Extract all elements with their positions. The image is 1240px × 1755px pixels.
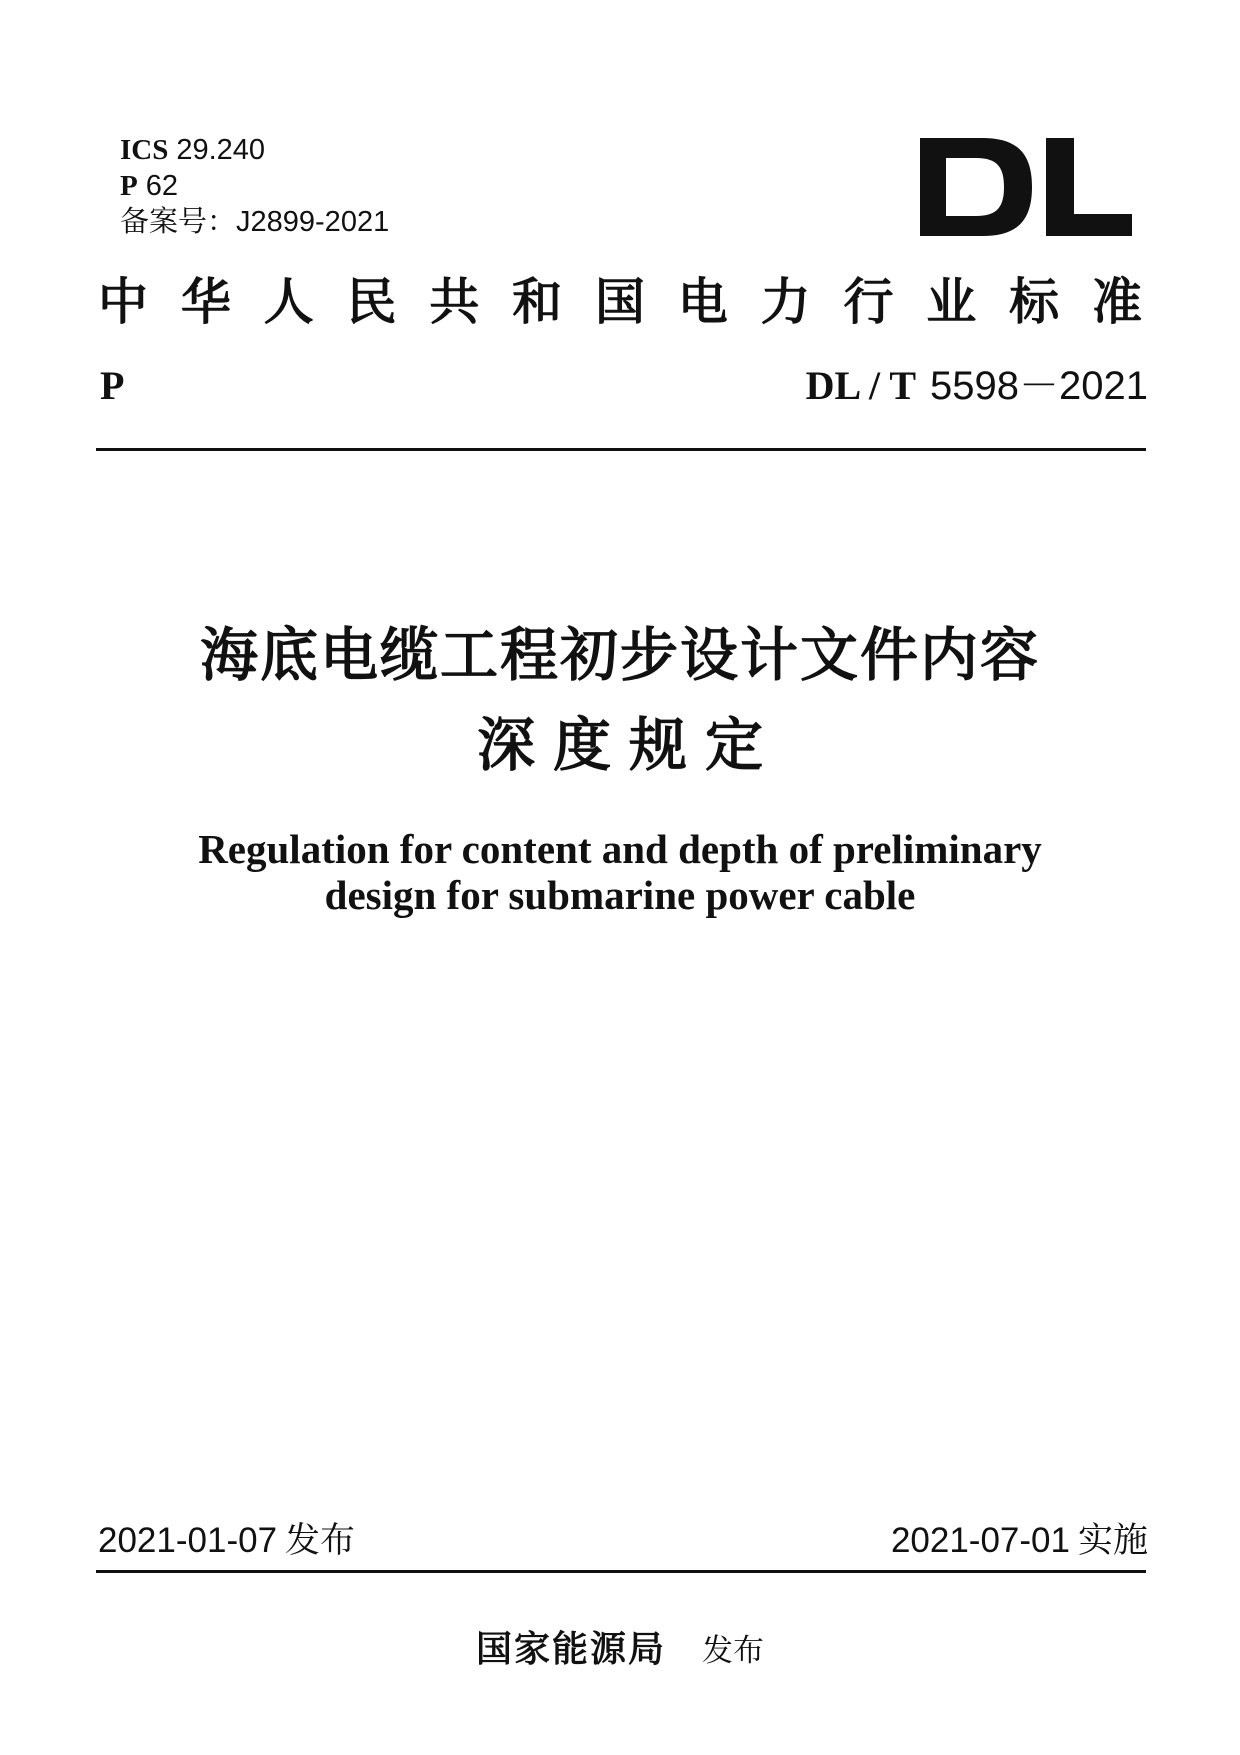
p-value: 62 <box>145 170 178 202</box>
bottom-divider <box>96 1570 1146 1573</box>
standard-name-char: 行 <box>843 272 894 331</box>
standard-number-prefix: DL / T <box>805 363 917 408</box>
standard-name-char: 中 <box>98 272 148 331</box>
issuer-block <box>0 1628 1240 1673</box>
p-line <box>120 168 389 204</box>
effective-label: 实施 <box>1077 1521 1148 1561</box>
classification-block <box>120 132 389 240</box>
p-label: P <box>120 170 138 202</box>
title-en-line2: design for submarine power cable <box>324 872 916 918</box>
issue-date-block <box>98 1520 355 1562</box>
record-label: 备案号： <box>120 206 237 238</box>
standard-name-char: 和 <box>512 272 563 331</box>
standard-name-char: 人 <box>263 272 314 331</box>
issuer-action: 发布 <box>702 1633 764 1669</box>
standard-name <box>98 272 1142 332</box>
standard-name-char: 民 <box>346 272 397 331</box>
title-en-line1: Regulation for content and depth of preliminary <box>198 826 1042 872</box>
ics-value: 29.240 <box>176 134 266 166</box>
ics-line <box>120 132 389 168</box>
title-cn-line2: 深度规定 <box>476 711 781 779</box>
ics-label: ICS <box>120 134 169 166</box>
issue-label: 发布 <box>285 1521 356 1561</box>
standard-name-char: 力 <box>760 272 811 331</box>
standard-name-char: 准 <box>1091 272 1142 331</box>
standard-name-char: 业 <box>926 272 977 331</box>
top-divider <box>96 448 1146 451</box>
category-code: P <box>100 363 125 408</box>
standard-name-char: 标 <box>1009 272 1060 331</box>
standard-number <box>806 362 1148 410</box>
effective-date-block <box>891 1520 1148 1562</box>
effective-date: 2021-07-01 <box>890 1521 1070 1560</box>
issue-date: 2021-01-07 <box>98 1521 278 1560</box>
record-value: J2899-2021 <box>236 206 390 238</box>
standard-name-char: 电 <box>677 272 728 331</box>
dl-logo <box>920 138 1132 236</box>
record-line <box>120 204 389 240</box>
standard-name-char: 华 <box>180 272 231 331</box>
issuer-org: 国家能源局 <box>475 1629 666 1670</box>
standard-name-char: 国 <box>594 272 645 331</box>
standard-name-char: 共 <box>429 272 480 331</box>
standard-number-value: 5598－2021 <box>930 364 1148 408</box>
title-cn-line1: 海底电缆工程初步设计文件内容 <box>199 621 1040 689</box>
